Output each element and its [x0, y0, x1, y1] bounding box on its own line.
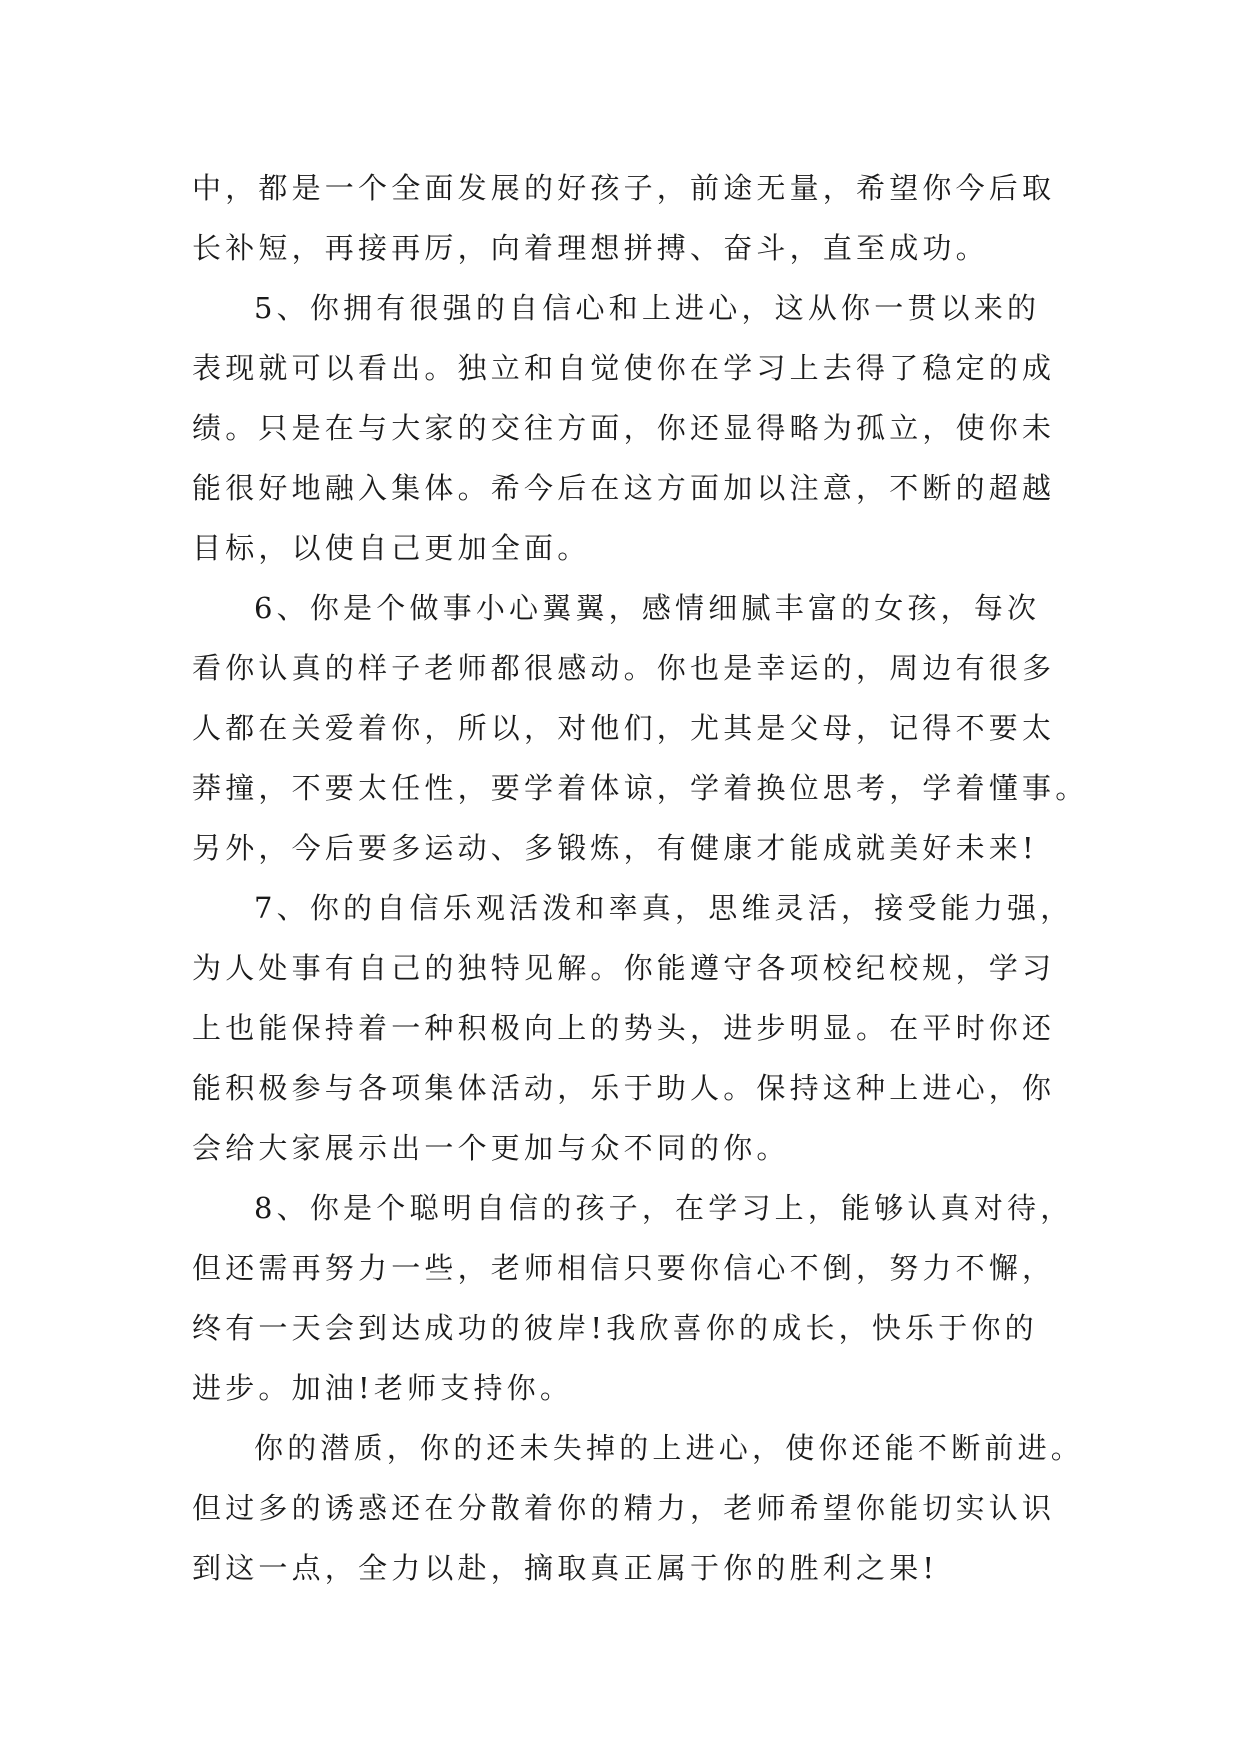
text-line-first: 7、你的自信乐观活泼和率真，思维灵活，接受能力强，: [254, 891, 1074, 925]
paragraph-comment-5: [192, 278, 1054, 578]
paragraph-comment-6: [192, 578, 1089, 878]
text-line: 莽撞，不要太任性，要学着体谅，学着换位思考，学着懂事。: [192, 771, 1089, 805]
text-line: 绩。只是在与大家的交往方面，你还显得略为孤立，使你未: [192, 411, 1056, 445]
text-line: 表现就可以看出。独立和自觉使你在学习上去得了稳定的成: [192, 351, 1056, 385]
text-line-first: 8、你是个聪明自信的孩子，在学习上，能够认真对待，: [254, 1191, 1074, 1225]
text-line: 到这一点，全力以赴，摘取真正属于你的胜利之果!: [192, 1551, 939, 1585]
text-line: 终有一天会到达成功的彼岸!我欣喜你的成长，快乐于你的: [192, 1311, 1038, 1345]
text-line: 中，都是一个全面发展的好孩子，前途无量，希望你今后取: [192, 171, 1056, 205]
text-line-first: 6、你是个做事小心翼翼，感情细腻丰富的女孩，每次: [254, 591, 1041, 625]
text-line: 但还需再努力一些，老师相信只要你信心不倒，努力不懈，: [192, 1251, 1056, 1285]
text-line: 为人处事有自己的独特见解。你能遵守各项校纪校规，学习: [192, 951, 1056, 985]
text-line-first: 你的潜质，你的还未失掉的上进心，使你还能不断前进。: [254, 1431, 1085, 1465]
text-line: 目标，以使自己更加全面。: [192, 531, 591, 565]
text-line: 看你认真的样子老师都很感动。你也是幸运的，周边有很多: [192, 651, 1056, 685]
paragraph-comment-8: [192, 1178, 1074, 1418]
text-line: 人都在关爱着你，所以，对他们，尤其是父母，记得不要太: [192, 711, 1056, 745]
text-line: 能很好地融入集体。希今后在这方面加以注意，不断的超越: [192, 471, 1056, 505]
text-line: 但过多的诱惑还在分散着你的精力，老师希望你能切实认识: [192, 1491, 1056, 1525]
paragraph-comment-closing: [192, 1418, 1085, 1598]
paragraph-continuation: [192, 158, 1054, 278]
text-line: 会给大家展示出一个更加与众不同的你。: [192, 1131, 790, 1165]
text-line: 进步。加油!老师支持你。: [192, 1371, 574, 1405]
text-line: 另外，今后要多运动、多锻炼，有健康才能成就美好未来!: [192, 831, 1038, 865]
paragraph-comment-7: [192, 878, 1074, 1178]
text-line: 能积极参与各项集体活动，乐于助人。保持这种上进心，你: [192, 1071, 1056, 1105]
text-line-first: 5、你拥有很强的自信心和上进心，这从你一贯以来的: [254, 291, 1041, 325]
text-line: 长补短，再接再厉，向着理想拼搏、奋斗，直至成功。: [192, 231, 989, 265]
document-body: [192, 158, 1089, 1598]
text-line: 上也能保持着一种积极向上的势头，进步明显。在平时你还: [192, 1011, 1056, 1045]
